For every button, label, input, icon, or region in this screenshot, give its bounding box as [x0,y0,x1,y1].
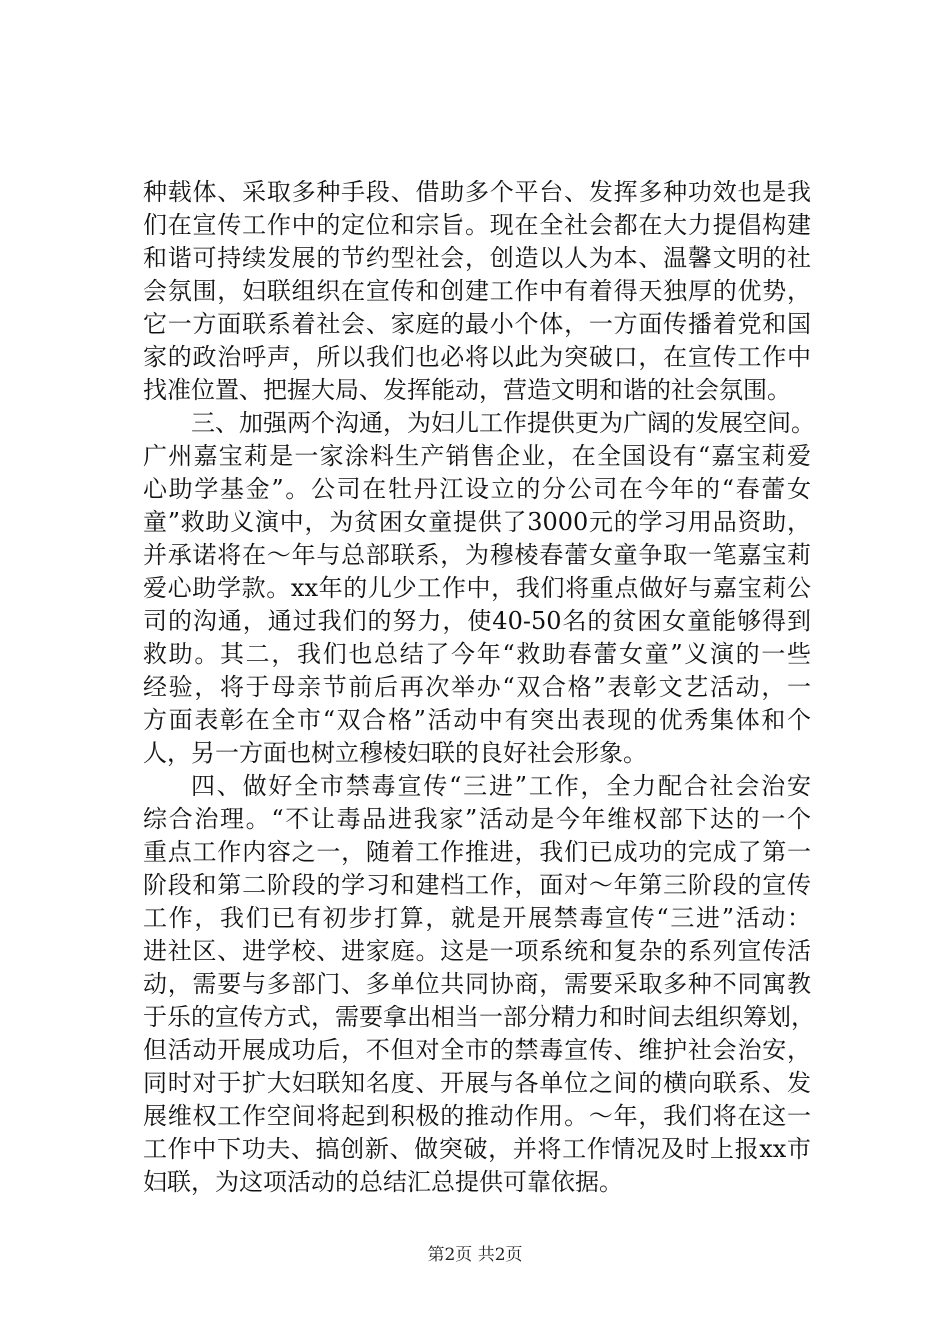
text-line: 工作，我们已有初步打算，就是开展禁毒宣传“三进”活动： [143,904,811,932]
text-line: 综合治理。“不让毒品进我家”活动是今年维权部下达的一个 [143,805,811,833]
page-number-footer: 第2页 共2页 [427,1245,523,1265]
text-line: 阶段和第二阶段的学习和建档工作，面对～年第三阶段的宣传 [143,871,811,899]
text-line: 和谐可持续发展的节约型社会，创造以人为本、温馨文明的社 [143,244,811,272]
text-line: 广州嘉宝莉是一家涂料生产销售企业，在全国设有“嘉宝莉爱 [143,442,811,470]
text-line: 爱心助学款。xx年的儿少工作中，我们将重点做好与嘉宝莉公 [143,574,811,602]
text-line: 动，需要与多部门、多单位共同协商，需要采取多种不同寓教 [143,970,811,998]
text-line: 心助学基金”。公司在牡丹江设立的分公司在今年的“春蕾女 [143,475,811,503]
text-line: 家的政治呼声，所以我们也必将以此为突破口，在宣传工作中 [143,343,811,371]
text-line: 会氛围，妇联组织在宣传和创建工作中有着得天独厚的优势， [143,277,811,305]
document-body [143,176,815,1199]
text-line: 工作中下功夫、搞创新、做突破，并将工作情况及时上报xx市 [143,1135,811,1163]
text-line: 们在宣传工作中的定位和宗旨。现在全社会都在大力提倡构建 [143,211,811,239]
text-line: 救助。其二，我们也总结了今年“救助春蕾女童”义演的一些 [143,640,811,668]
text-line: 经验，将于母亲节前后再次举办“双合格”表彰文艺活动，一 [143,673,811,701]
section-heading-line: 三、加强两个沟通，为妇儿工作提供更为广阔的发展空间。 [191,409,815,437]
text-line: 进社区、进学校、进家庭。这是一项系统和复杂的系列宣传活 [143,937,811,965]
text-line: 重点工作内容之一，随着工作推进，我们已成功的完成了第一 [143,838,811,866]
text-line: 童”救助义演中，为贫困女童提供了3000元的学习用品资助， [143,508,811,536]
text-line: 方面表彰在全市“双合格”活动中有突出表现的优秀集体和个 [143,706,811,734]
text-line: 种载体、采取多种手段、借助多个平台、发挥多种功效也是我 [143,178,811,206]
text-line: 司的沟通，通过我们的努力，使40-50名的贫困女童能够得到 [143,607,811,635]
text-line: 人，另一方面也树立穆棱妇联的良好社会形象。 [143,739,647,767]
text-line: 它一方面联系着社会、家庭的最小个体，一方面传播着党和国 [143,310,811,338]
text-line: 妇联，为这项活动的总结汇总提供可靠依据。 [143,1168,623,1196]
section-heading-line: 四、做好全市禁毒宣传“三进”工作，全力配合社会治安 [191,772,811,800]
text-line: 于乐的宣传方式，需要拿出相当一部分精力和时间去组织筹划， [143,1003,815,1031]
text-line: 但活动开展成功后，不但对全市的禁毒宣传、维护社会治安， [143,1036,811,1064]
text-line: 同时对于扩大妇联知名度、开展与各单位之间的横向联系、发 [143,1069,811,1097]
text-line: 展维权工作空间将起到积极的推动作用。～年，我们将在这一 [143,1102,811,1130]
text-line: 并承诺将在～年与总部联系，为穆棱春蕾女童争取一笔嘉宝莉 [143,541,811,569]
text-line: 找准位置、把握大局、发挥能动，营造文明和谐的社会氛围。 [143,376,791,404]
